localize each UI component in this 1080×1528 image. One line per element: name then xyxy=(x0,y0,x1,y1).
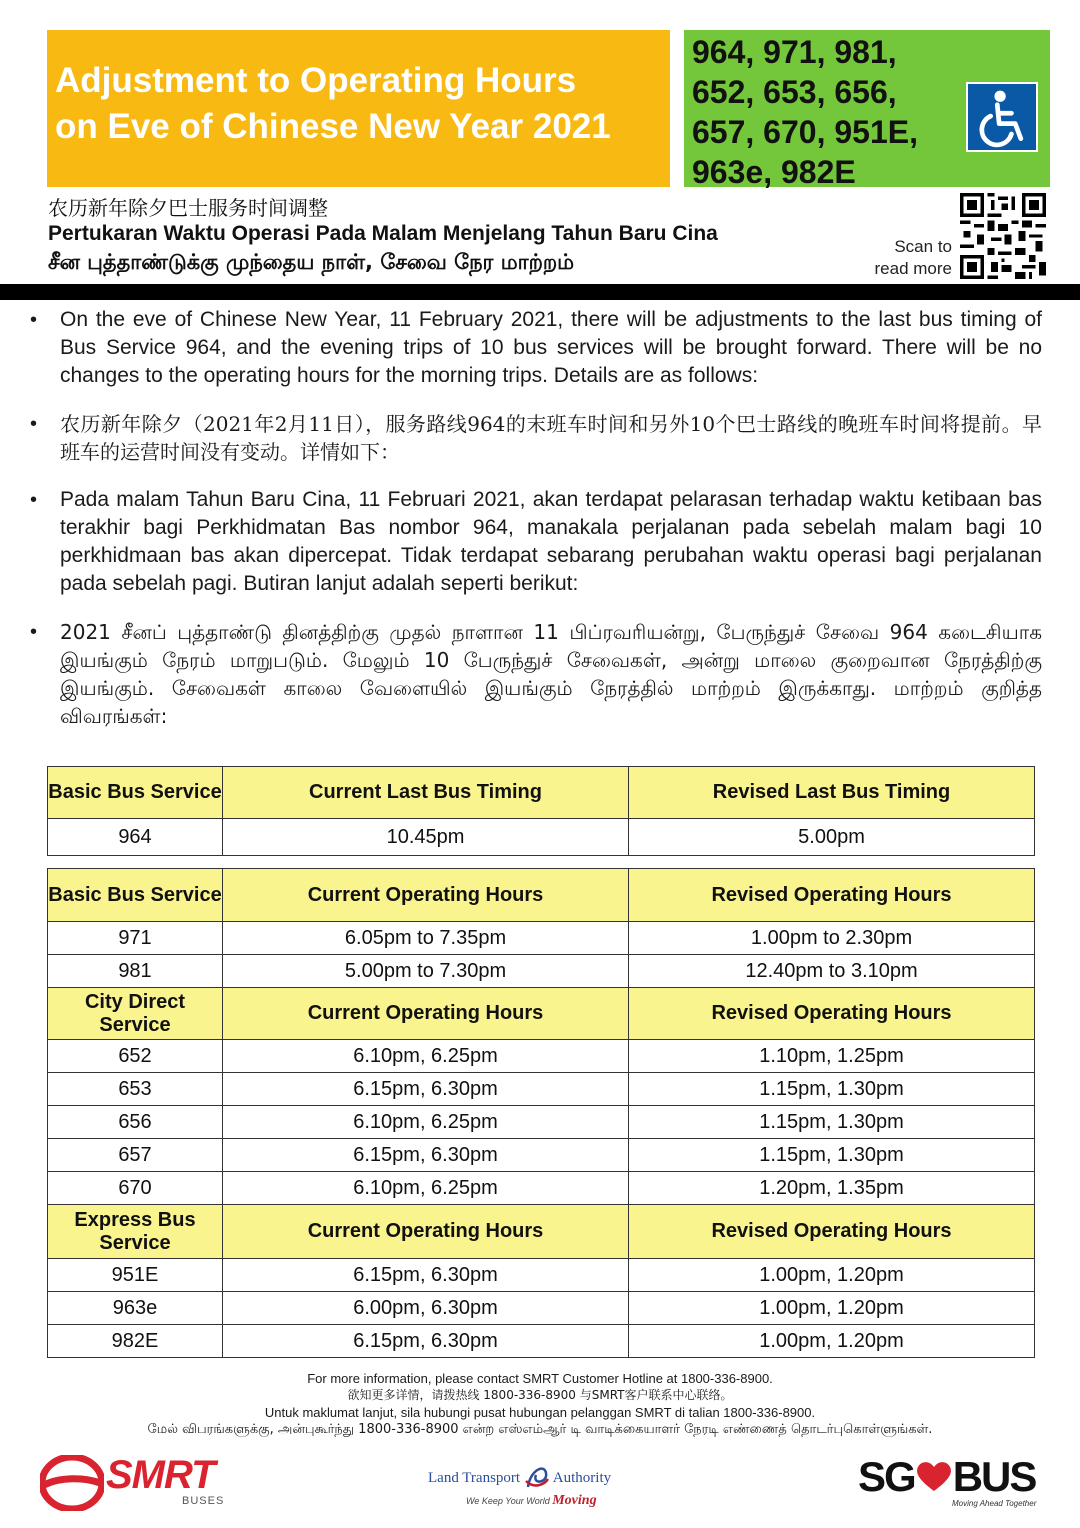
contact-footer xyxy=(0,1370,1080,1438)
footer-tamil: மேல் விபரங்களுக்கு, அன்புகூர்ந்து 1800-336-8900 என்ற எஸ்எம்ஆர் டி வாடிக்கையாளர் நேரடி எண்ணைத் தொடர்புகொள்ளுங்கள். xyxy=(147,1422,933,1437)
wheelchair-icon xyxy=(966,82,1038,152)
revised-hours: 1.00pm, 1.20pm xyxy=(629,1259,1035,1292)
service-number: 652 xyxy=(48,1040,223,1073)
header-revised: Revised Operating Hours xyxy=(629,1205,1035,1259)
lta-tagline-script: Moving xyxy=(552,1493,597,1508)
current-hours: 6.10pm, 6.25pm xyxy=(223,1106,629,1139)
routes-line: 657, 670, 951E, xyxy=(692,114,918,150)
notice-title-line-2: on Eve of Chinese New Year 2021 xyxy=(55,107,611,146)
bullet-malay xyxy=(30,486,1042,598)
smrt-emblem-icon xyxy=(40,1455,104,1511)
bullet-dot: • xyxy=(30,489,38,511)
sgbus-right: BUS xyxy=(952,1453,1036,1500)
header-current: Current Operating Hours xyxy=(223,988,629,1040)
table-row xyxy=(48,922,1035,955)
revised-hours: 1.15pm, 1.30pm xyxy=(629,1073,1035,1106)
header-revised: Revised Operating Hours xyxy=(629,988,1035,1040)
current-hours: 6.10pm, 6.25pm xyxy=(223,1040,629,1073)
revised-timing: 5.00pm xyxy=(629,819,1035,856)
header-service: Basic Bus Service xyxy=(48,767,223,819)
current-hours: 6.15pm, 6.30pm xyxy=(223,1325,629,1358)
current-hours: 6.15pm, 6.30pm xyxy=(223,1139,629,1172)
bullet-tamil-text: 2021 சீனப் புத்தாண்டு தினத்திற்கு முதல் நாளான 11 பிப்ரவரியன்று, பேருந்துச் சேவை 964 கடைசியாக இயங்கும் நேரம் மாறுபடும். மேலும் 10 பேருந்துச் சேவைகள், அன்று மாலை குறைவான நேரத்திற்கு இயங்கும். சேவைகள் காலை வேளையில் இயங்கும் நேரத்தில் மாற்றம் இருக்காது. மாற்றம் குறித்த விவரங்கள்: xyxy=(60,620,1042,728)
qr-code-icon[interactable] xyxy=(960,193,1046,279)
table-row xyxy=(48,1292,1035,1325)
header-current: Current Operating Hours xyxy=(223,1205,629,1259)
last-bus-timing-table xyxy=(47,766,1035,856)
lta-logo xyxy=(428,1457,628,1513)
header-revised: Revised Operating Hours xyxy=(629,869,1035,922)
lta-name-right: Authority xyxy=(552,1470,612,1486)
table-header-row xyxy=(48,767,1035,819)
table-header-row xyxy=(48,988,1035,1040)
table-row xyxy=(48,1106,1035,1139)
current-hours: 6.05pm to 7.35pm xyxy=(223,922,629,955)
scan-line-1: Scan to xyxy=(894,237,952,256)
smrt-buses-text: BUSES xyxy=(182,1495,225,1507)
header-service: City Direct Service xyxy=(48,988,223,1040)
service-number: 982E xyxy=(48,1325,223,1358)
bullet-english xyxy=(30,306,1042,390)
operating-hours-table xyxy=(47,868,1035,1358)
service-number: 963e xyxy=(48,1292,223,1325)
revised-hours: 1.15pm, 1.30pm xyxy=(629,1139,1035,1172)
service-number: 981 xyxy=(48,955,223,988)
heart-icon xyxy=(915,1459,953,1493)
scan-line-2: read more xyxy=(874,259,952,278)
current-hours: 5.00pm to 7.30pm xyxy=(223,955,629,988)
revised-hours: 1.00pm, 1.20pm xyxy=(629,1292,1035,1325)
bullet-chinese xyxy=(30,410,1042,466)
lta-tagline-text: We Keep Your World xyxy=(466,1496,550,1506)
sgbus-wordmark xyxy=(858,1453,1035,1501)
footer-malay: Untuk maklumat lanjut, sila hubungi pusat hubungan pelanggan SMRT di talian 1800-336-8900. xyxy=(264,1405,816,1420)
bullet-tamil xyxy=(30,618,1042,730)
sgbus-logo xyxy=(858,1453,1044,1511)
table-row xyxy=(48,1325,1035,1358)
revised-hours: 1.20pm, 1.35pm xyxy=(629,1172,1035,1205)
divider-bar xyxy=(0,284,1080,300)
service-number: 964 xyxy=(48,819,223,856)
revised-hours: 1.00pm to 2.30pm xyxy=(629,922,1035,955)
service-number: 951E xyxy=(48,1259,223,1292)
smrt-logo xyxy=(40,1453,240,1511)
affected-routes-box xyxy=(684,30,1050,190)
bullet-dot: • xyxy=(30,309,38,331)
header-service: Basic Bus Service xyxy=(48,869,223,922)
lta-name-left: Land Transport xyxy=(428,1470,521,1486)
scan-to-read-more-text xyxy=(856,236,952,280)
table-row xyxy=(48,955,1035,988)
notice-title-banner xyxy=(47,30,670,187)
table-row xyxy=(48,1259,1035,1292)
revised-hours: 1.10pm, 1.25pm xyxy=(629,1040,1035,1073)
notice-bullets xyxy=(30,306,1042,744)
current-hours: 6.15pm, 6.30pm xyxy=(223,1259,629,1292)
current-hours: 6.00pm, 6.30pm xyxy=(223,1292,629,1325)
notice-title-line-1: Adjustment to Operating Hours xyxy=(55,61,577,100)
bullet-chinese-text: 农历新年除夕（2021年2月11日），服务路线964的末班车时间和另外10个巴士路线的晚班车时间将提前。早班车的运营时间没有变动。详情如下： xyxy=(60,412,1042,464)
lta-tagline xyxy=(466,1493,597,1509)
table-header-row xyxy=(48,869,1035,922)
current-timing: 10.45pm xyxy=(223,819,629,856)
service-number: 971 xyxy=(48,922,223,955)
header-current: Current Operating Hours xyxy=(223,869,629,922)
current-hours: 6.10pm, 6.25pm xyxy=(223,1172,629,1205)
bullet-english-text: On the eve of Chinese New Year, 11 February 2021, there will be adjustments to the last bus timing of Bus Service 964, and the evening trips of 10 bus services will be brought forward. There will be no changes to the operating hours for the morning trips. Details are as follows: xyxy=(60,308,1042,387)
subtitle-chinese: 农历新年除夕巴士服务时间调整 xyxy=(48,196,328,220)
subtitle-malay: Pertukaran Waktu Operasi Pada Malam Menjelang Tahun Baru Cina xyxy=(48,222,718,245)
revised-hours: 1.15pm, 1.30pm xyxy=(629,1106,1035,1139)
bullet-dot: • xyxy=(30,413,38,435)
table-row xyxy=(48,1172,1035,1205)
bullet-dot: • xyxy=(30,621,38,643)
table-header-row xyxy=(48,1205,1035,1259)
table-row xyxy=(48,1040,1035,1073)
service-number: 653 xyxy=(48,1073,223,1106)
header-current: Current Last Bus Timing xyxy=(223,767,629,819)
sgbus-tagline: Moving Ahead Together xyxy=(952,1499,1037,1508)
table-row xyxy=(48,819,1035,856)
subtitle-tamil: சீன புத்தாண்டுக்கு முந்தைய நாள், சேவை நேர மாற்றம் xyxy=(48,250,575,274)
header-service: Express Bus Service xyxy=(48,1205,223,1259)
lta-swoosh-icon xyxy=(524,1461,550,1491)
service-number: 657 xyxy=(48,1139,223,1172)
multilingual-subtitles xyxy=(48,195,898,277)
routes-line: 652, 653, 656, xyxy=(692,74,897,110)
smrt-wordmark: SMRT xyxy=(106,1453,215,1497)
header-revised: Revised Last Bus Timing xyxy=(629,767,1035,819)
revised-hours: 12.40pm to 3.10pm xyxy=(629,955,1035,988)
routes-line: 963e, 982E xyxy=(692,154,856,190)
table-row xyxy=(48,1139,1035,1172)
lta-name xyxy=(428,1461,611,1491)
footer-chinese: 欲知更多详情，请拨热线 1800-336-8900 与SMRT客户联系中心联络。 xyxy=(347,1388,733,1402)
service-number: 656 xyxy=(48,1106,223,1139)
table-row xyxy=(48,1073,1035,1106)
routes-line: 964, 971, 981, xyxy=(692,34,897,70)
footer-english: For more information, please contact SMRT Customer Hotline at 1800-336-8900. xyxy=(307,1371,773,1386)
sgbus-left: SG xyxy=(858,1453,915,1500)
current-hours: 6.15pm, 6.30pm xyxy=(223,1073,629,1106)
revised-hours: 1.00pm, 1.20pm xyxy=(629,1325,1035,1358)
bullet-malay-text: Pada malam Tahun Baru Cina, 11 Februari 2021, akan terdapat pelarasan terhadap waktu ketibaan bas terakhir bagi Perkhidmatan Bas nombor 964, manakala perjalanan pada sebelah malam bagi 10 perkhidmaan bas akan dipercepat. Tidak terdapat sebarang perubahan waktu operasi bagi perjalanan pada sebelah pagi. Butiran lanjut adalah seperti berikut: xyxy=(60,488,1042,595)
service-number: 670 xyxy=(48,1172,223,1205)
